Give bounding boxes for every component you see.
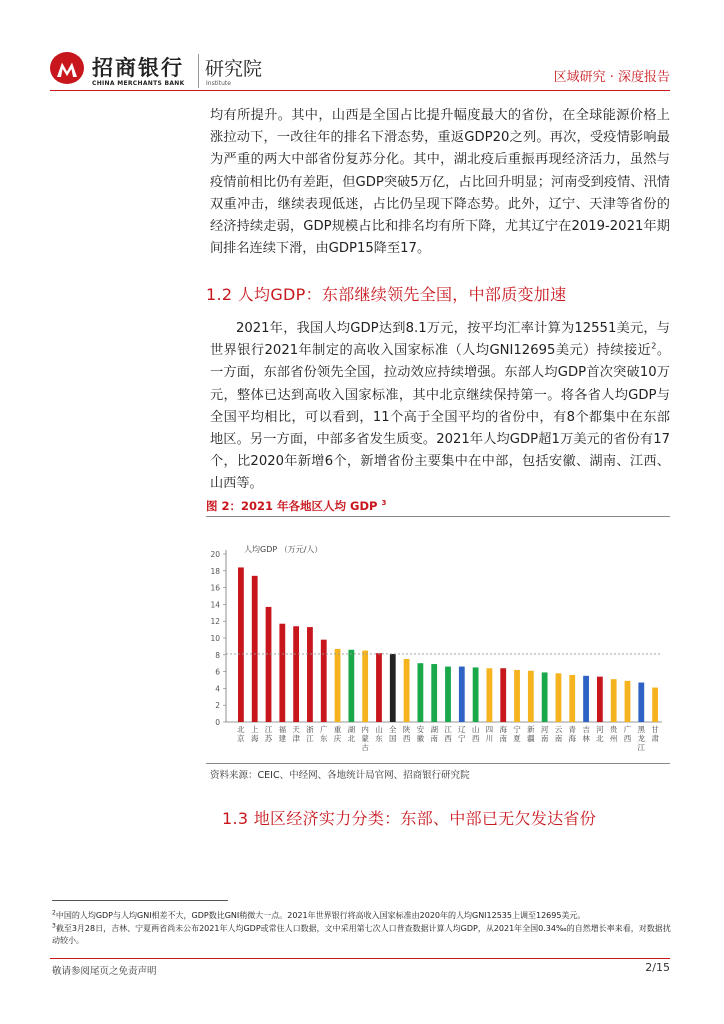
x-tick-label: 广西 [623,725,632,743]
brand-name-en: CHINA MERCHANTS BANK [92,80,185,87]
bar-江苏 [266,607,272,722]
paragraph-2 [210,318,670,496]
bar-天津 [293,626,299,722]
bar-河南 [542,672,548,722]
footnote-3-text: 截至3月28日，吉林、宁夏两省尚未公布2021年人均GDP或常住人口数据，文中采用第七次人口普查数据计算人均GDP，从2021年全国0.34‰的自然增长率来看，对数据扰动较小。 [52,924,671,945]
x-tick-label: 山西 [471,725,480,743]
section-title-1-3: 1.3 地区经济实力分类：东部、中部已无欠发达省份 [222,809,597,828]
bar-北京 [238,567,244,722]
y-tick-label: 16 [210,583,220,593]
bar-山东 [376,653,382,722]
x-tick-label: 安徽 [416,725,425,743]
y-tick-label: 10 [210,634,220,643]
y-axis-label: 人均GDP （万元/人） [244,545,323,554]
x-tick-label: 贵州 [609,725,618,743]
footnote-rule [52,900,228,901]
bar-全国 [390,654,396,722]
x-tick-label: 浙江 [306,725,314,743]
paragraph-2-part-a: 2021年，我国人均GDP达到8.1万元，按平均汇率计算为12551美元，与世界银行2021年制定的高收入国家标准（人均GNI12695美元）持续接近 [210,321,670,359]
x-tick-label: 甘肃 [651,725,659,743]
x-tick-label: 陕西 [402,725,411,743]
footnote-2-marker: 2 [52,909,56,917]
x-tick-label: 云南 [554,725,563,743]
bar-黑龙江 [638,683,644,722]
x-tick-label: 黑龙江 [637,725,646,752]
x-tick-label: 新疆 [527,725,535,743]
x-tick-label: 河北 [596,725,604,743]
y-tick-label: 14 [210,600,220,610]
bar-甘肃 [652,688,658,722]
y-tick-label: 12 [210,617,220,627]
page-number: 2/15 [645,961,670,974]
figure-bottom-rule [206,763,670,764]
x-tick-label: 海南 [499,725,507,743]
bar-福建 [279,624,285,722]
footer-rule [50,958,670,959]
bar-云南 [556,673,562,722]
figure-top-rule [206,516,670,517]
x-tick-label: 四川 [485,725,494,743]
x-tick-label: 天津 [292,725,300,743]
brand-name-cn: 招商银行 [92,55,184,80]
bar-浙江 [307,627,313,722]
bar-陕西 [404,659,410,722]
x-tick-label: 江苏 [264,725,273,743]
x-tick-label: 辽宁 [458,725,466,743]
section-title-1-2: 1.2 人均GDP：东部继续领先全国，中部质变加速 [206,285,567,304]
bar-吉林 [583,676,589,722]
bar-安徽 [417,663,423,722]
x-tick-label: 青海 [568,725,577,743]
paragraph-2-part-b: 。一方面，东部省份领先全国，拉动效应持续增强。东部人均GDP首次突破10万元，整体已达到高收入国家标准，其中北京继续保持第一。将各省人均GDP与全国平均相比，可以看到，11个高于全国平均的省份中，有8个都集中在东部地区。另一方面，中部多省发生质变。2021年人均GDP超1万美元的省份有17个，比2020年新增6个，新增省份主要集中在中部，包括安徽、湖南、江西、山西等。 [210,343,671,492]
x-tick-label: 全国 [389,725,397,743]
bar-青海 [569,675,575,722]
disclaimer-link[interactable]: 敬请参阅尾页之免责声明 [52,966,157,977]
bar-辽宁 [459,667,465,722]
x-tick-label: 宁夏 [513,725,521,743]
y-tick-label: 0 [215,718,220,727]
x-tick-label: 山东 [375,725,383,743]
bar-贵州 [611,679,617,722]
y-tick-label: 18 [210,566,220,576]
x-tick-label: 福建 [278,725,287,743]
x-tick-label: 江西 [444,725,452,743]
x-tick-label: 河南 [540,725,549,743]
figure-source: 资料来源：CEIC、中经网、各地统计局官网、招商银行研究院 [210,770,470,781]
logo-divider [198,54,199,88]
x-tick-label: 重庆 [333,725,342,743]
x-tick-label: 内蒙古 [361,725,369,752]
report-header [50,52,670,100]
bar-内蒙古 [362,651,368,722]
y-tick-label: 4 [215,684,220,694]
header-rule [50,90,670,91]
x-tick-label: 北京 [237,725,245,743]
bar-海南 [500,668,506,722]
footnote-2-text: 中国的人均GDP与人均GNI相差不大，GDP数比GNI稍微大一点。2021年世界银行将高收入国家标准由2020年的人均GNI12535上调至12695美元。 [55,911,586,920]
bar-四川 [487,668,493,722]
y-tick-label: 8 [215,650,220,660]
bar-山西 [473,667,479,722]
bar-重庆 [335,649,341,722]
institute-name-cn: 研究院 [205,58,263,80]
bar-河北 [597,677,603,722]
x-tick-label: 上海 [250,725,259,743]
bar-广西 [625,681,631,722]
cmb-logo-icon [50,52,84,84]
figure-title [206,498,386,514]
gdp-per-capita-chart [200,538,670,760]
bar-湖北 [348,650,354,722]
paragraph-1: 均有所提升。其中，山西是全国占比提升幅度最大的省份，在全球能源价格上涨拉动下，一改往年的排名下滑态势，重返GDP20之列。再次，受疫情影响最为严重的两大中部省份复苏分化。其中，湖北疫后重振再现经济活力，虽然与疫情前相比仍有差距，但GDP突破5万亿，占比回升明显；河南受到疫情、汛情双重冲击，继续表现低迷，占比仍呈现下降态势。此外，辽宁、天津等省份的经济持续走弱，GDP规模占比和排名均有所下降，尤其辽宁在2019-2021年期间排名连续下滑，由GDP15降至17。 [210,108,670,257]
figure-title-text: 图 2：2021 年各地区人均 GDP [206,499,378,513]
bar-湖南 [431,664,437,722]
report-type: 区域研究 · 深度报告 [553,70,670,85]
institute-name-en: Institute [206,80,231,87]
bar-宁夏 [514,670,520,722]
footnote-ref-2[interactable]: 2 [651,341,657,351]
bar-广东 [321,640,327,722]
y-tick-label: 20 [210,550,220,559]
footnote-ref-3[interactable]: 3 [381,499,387,508]
bar-新疆 [528,671,534,722]
y-tick-label: 6 [215,667,220,677]
y-tick-label: 2 [215,701,220,711]
bar-上海 [252,576,258,722]
x-tick-label: 吉林 [582,725,590,743]
footnote-2 [52,910,672,922]
footnote-3 [52,923,672,947]
x-tick-label: 湖南 [430,725,438,743]
bar-江西 [445,667,451,722]
x-tick-label: 湖北 [347,725,356,743]
x-tick-label: 广东 [319,725,328,743]
footnote-3-marker: 3 [52,922,56,930]
